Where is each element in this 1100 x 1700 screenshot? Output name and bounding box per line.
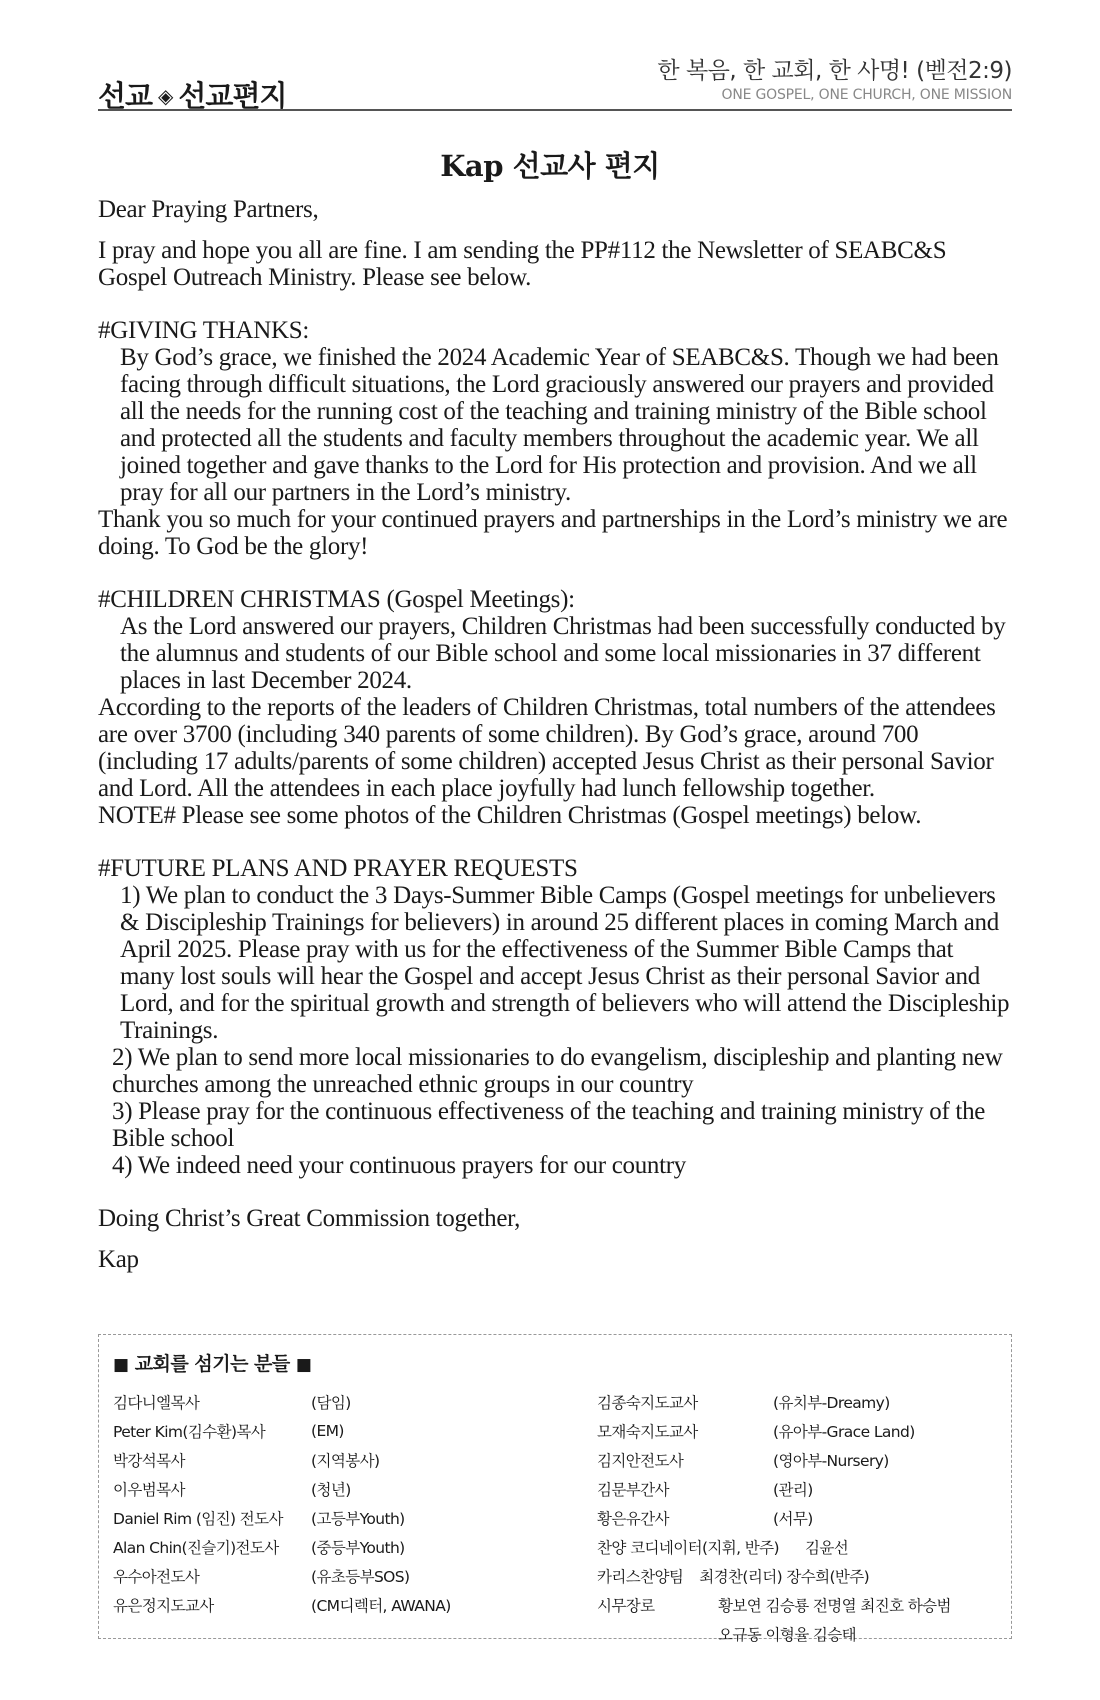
christmas-note: NOTE# Please see some photos of the Children Christmas (Gospel meetings) below.	[98, 802, 922, 829]
staff-name: 김다니엘목사	[113, 1393, 200, 1412]
letter-body	[98, 196, 1012, 1273]
staff-row	[113, 1445, 451, 1474]
motto-korean: 한 복음, 한 교회, 한 사명! (벧전2:9)	[657, 58, 1012, 84]
staff-name: 우수아전도사	[113, 1567, 200, 1586]
staff-name: 김종숙지도교사	[597, 1393, 698, 1412]
staff-role: (서무)	[773, 1509, 813, 1528]
closing-line: Doing Christ’s Great Commission together,	[98, 1205, 521, 1232]
praise-coordinator-label: 찬양 코디네이터(지휘, 반주)	[597, 1538, 779, 1557]
thanks-paragraph: By God’s grace, we finished the 2024 Academic Year of SEABC&S. Though we had been facing through difficult situations, the Lord graciously answered our prayers and provided all the needs for the running cost of the teaching and training ministry of the Bible school and protected all the students and faculty members throughout the academic year. We all joined together and gave thanks to the Lord for His protection and provision. And we all pray for all our partners in the Lord’s ministry.	[120, 344, 999, 506]
square-bullet-icon: ■	[113, 1355, 129, 1375]
staff-directory	[98, 1334, 1012, 1644]
christmas-paragraph: As the Lord answered our prayers, Children Christmas had been successfully conducted by the alumnus and students of our Bible school and some local missionaries in 37 different places in last December 2024.	[120, 613, 1006, 694]
elders-row	[597, 1590, 951, 1619]
staff-column-right	[597, 1387, 951, 1648]
prayer-item-2: 2) We plan to send more local missionaries to do evangelism, discipleship and planting new churches among the unreached ethnic groups in our country	[112, 1044, 1003, 1098]
praise-coordinator-name: 김윤선	[804, 1538, 849, 1557]
thanks-closing: Thank you so much for your continued prayers and partnerships in the Lord’s ministry we are doing. To God be the glory!	[98, 506, 1008, 560]
elders-names: 황보연 김승룡 전명열 최진호 하승범	[718, 1596, 951, 1615]
staff-role: (유초등부SOS)	[311, 1567, 410, 1586]
prayer-item-1: 1) We plan to conduct the 3 Days-Summer Bible Camps (Gospel meetings for unbelievers & Discipleship Trainings for believers) in around 25 different places in coming March and April 2025. Please pray with us for the effectiveness of the Summer Bible Camps that many lost souls will hear the Gospel and accept Jesus Christ as their personal Savior and Lord, and for the spiritual growth and strength of believers who will attend the Discipleship Trainings.	[120, 882, 1010, 1044]
church-motto	[657, 52, 1012, 103]
staff-column-left	[113, 1387, 451, 1619]
subsection-label: 선교편지	[178, 79, 287, 113]
staff-role: (EM)	[311, 1421, 344, 1440]
staff-row	[597, 1387, 951, 1416]
staff-name: Daniel Rim (임진) 전도사	[113, 1509, 283, 1528]
staff-row	[597, 1445, 951, 1474]
intro-paragraph: I pray and hope you all are fine. I am sending the PP#112 the Newsletter of SEABC&S Gospel Outreach Ministry. Please see below.	[98, 237, 947, 291]
motto-english: ONE GOSPEL, ONE CHURCH, ONE MISSION	[721, 87, 1012, 103]
praise-coordinator-row	[597, 1532, 951, 1561]
charis-team-label: 카리스찬양팀	[597, 1567, 684, 1586]
staff-row	[113, 1416, 451, 1445]
staff-role: (담임)	[311, 1393, 351, 1412]
staff-role: (중등부Youth)	[311, 1538, 405, 1557]
elders-row-continued	[597, 1619, 951, 1648]
staff-role: (지역봉사)	[311, 1451, 380, 1470]
section-label: 선교	[98, 79, 153, 113]
thanks-heading: #GIVING THANKS:	[98, 317, 310, 344]
page-header	[98, 52, 1012, 112]
staff-role: (영아부-Nursery)	[773, 1451, 889, 1470]
elders-names-continued: 오규동 이형율 김승태	[718, 1625, 857, 1644]
staff-name: Alan Chin(진슬기)전도사	[113, 1538, 279, 1557]
square-bullet-icon: ■	[295, 1355, 312, 1375]
prayer-item-4: 4) We indeed need your continuous prayers for our country	[112, 1152, 687, 1179]
staff-name: 황은유간사	[597, 1509, 669, 1528]
staff-row	[113, 1387, 451, 1416]
staff-name: 김문부간사	[597, 1480, 669, 1499]
staff-name: 모재숙지도교사	[597, 1422, 698, 1441]
staff-name: Peter Kim(김수환)목사	[113, 1422, 266, 1441]
staff-row	[597, 1474, 951, 1503]
staff-row	[113, 1503, 451, 1532]
staff-role: (유치부-Dreamy)	[773, 1393, 890, 1412]
letter-title: Kap 선교사 편지	[440, 149, 660, 183]
staff-row	[597, 1416, 951, 1445]
greeting: Dear Praying Partners,	[98, 196, 319, 223]
diamond-icon: ◈	[158, 84, 173, 108]
staff-role: (청년)	[311, 1480, 351, 1499]
staff-row	[113, 1532, 451, 1561]
staff-row	[113, 1474, 451, 1503]
elders-label: 시무장로	[597, 1596, 655, 1615]
header-divider	[98, 109, 1012, 111]
staff-role: (유아부-Grace Land)	[773, 1422, 915, 1441]
christmas-report: According to the reports of the leaders of Children Christmas, total numbers of the attendees are over 3700 (including 340 parents of some children). By God’s grace, around 700 (including 17 adults/parents of some children) accepted Jesus Christ as their personal Savior and Lord. All the attendees in each place joyfully had lunch fellowship together.	[98, 694, 996, 802]
staff-name: 박강석목사	[113, 1451, 185, 1470]
staff-name: 이우범목사	[113, 1480, 185, 1499]
staff-role: (CM디렉터, AWANA)	[311, 1596, 451, 1615]
staff-role: (고등부Youth)	[311, 1509, 405, 1528]
staff-heading	[113, 1349, 311, 1376]
prayer-item-3: 3) Please pray for the continuous effectiveness of the teaching and training ministry of the Bible school	[112, 1098, 986, 1152]
signature: Kap	[98, 1246, 139, 1273]
charis-team-row	[597, 1561, 951, 1590]
christmas-heading: #CHILDREN CHRISTMAS (Gospel Meetings):	[98, 586, 575, 613]
staff-name: 김지안전도사	[597, 1451, 684, 1470]
staff-role: (관리)	[773, 1480, 813, 1499]
staff-heading-label: 교회를 섬기는 분들	[134, 1353, 290, 1375]
staff-row	[113, 1561, 451, 1590]
charis-team-members: 최경찬(리더) 장수희(반주)	[699, 1567, 870, 1586]
staff-row	[597, 1503, 951, 1532]
staff-name: 유은정지도교사	[113, 1596, 214, 1615]
future-heading: #FUTURE PLANS AND PRAYER REQUESTS	[98, 855, 578, 882]
staff-row	[113, 1590, 451, 1619]
